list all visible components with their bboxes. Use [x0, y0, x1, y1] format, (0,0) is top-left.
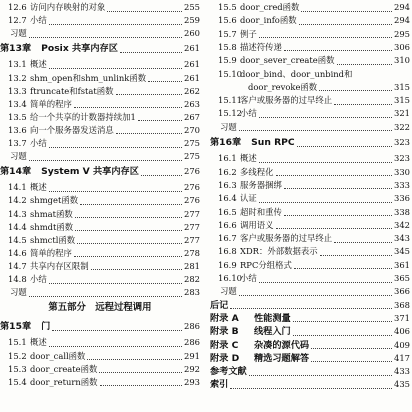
entry-page-number: 277 — [184, 221, 200, 232]
entry-number: 13.5 — [8, 111, 27, 122]
toc-section-entry[interactable] — [0, 72, 200, 84]
dot-leader — [284, 180, 392, 189]
toc-section-entry[interactable] — [0, 350, 200, 362]
toc-chapter-entry[interactable] — [210, 136, 410, 148]
entry-page-number: 295 — [394, 28, 410, 39]
entry-title: ftruncate和fstat函数 — [30, 85, 114, 96]
entry-number: 15.12 — [218, 108, 242, 119]
entry-number: 15.8 — [218, 41, 237, 52]
entry-page-number: 321 — [394, 108, 410, 119]
toc-section-entry[interactable] — [210, 166, 410, 178]
dot-leader — [120, 44, 182, 53]
toc-section-entry[interactable] — [0, 234, 200, 246]
dot-leader — [334, 96, 392, 105]
dot-leader — [301, 3, 392, 12]
entry-title: System V 共享内存区 — [41, 166, 139, 178]
dot-leader — [99, 364, 182, 373]
entry-number: 13.3 — [8, 85, 27, 96]
entry-number: 12.6 — [8, 2, 27, 12]
entry-page-number: 315 — [394, 95, 410, 106]
dot-leader — [259, 194, 392, 203]
entry-page-number: 267 — [184, 111, 200, 122]
dot-leader — [230, 300, 392, 309]
entry-number: 16.1 — [218, 153, 237, 164]
dot-leader — [297, 138, 392, 147]
entry-title: XDR：外部数据表示 — [240, 246, 318, 257]
entry-number: 15.2 — [8, 350, 27, 361]
entry-title: 客户或服务器的过早终止 — [240, 233, 333, 244]
entry-title: 参考文献 — [210, 366, 247, 378]
entry-title: door_cred函数 — [240, 2, 300, 12]
toc-section-entry[interactable] — [0, 85, 200, 97]
dot-leader — [299, 16, 392, 25]
toc-section-entry[interactable] — [0, 260, 200, 272]
entry-number: 14.4 — [8, 221, 27, 232]
entry-page-number: 276 — [184, 195, 200, 206]
entry-title: 小结 — [30, 274, 47, 284]
entry-page-number: 281 — [184, 260, 200, 271]
toc-exercises-entry[interactable] — [0, 286, 200, 298]
entry-page-number: 283 — [184, 287, 200, 298]
dot-leader — [311, 353, 392, 362]
entry-number: 15.6 — [218, 15, 237, 26]
dot-leader — [74, 248, 182, 257]
entry-page-number: 276 — [184, 182, 200, 193]
dot-leader — [294, 260, 392, 269]
entry-title: 概述 — [30, 59, 47, 70]
toc-appendix-entry[interactable] — [210, 325, 410, 337]
dot-leader — [319, 82, 392, 91]
entry-number: 第14章 — [0, 166, 32, 178]
entry-page-number: 322 — [394, 121, 410, 132]
part-heading: 第五部分 远程过程调用 — [48, 302, 152, 314]
entry-number: 附录 D — [210, 352, 240, 364]
entry-page-number: 333 — [394, 179, 410, 190]
dot-leader — [259, 154, 392, 163]
entry-page-number: 277 — [184, 234, 200, 245]
entry-number: 第15章 — [0, 321, 32, 333]
entry-page-number: 343 — [394, 233, 410, 244]
toc-section-entry[interactable] — [210, 54, 410, 66]
dot-leader — [239, 122, 392, 131]
dot-leader — [259, 109, 392, 118]
toc-section-entry[interactable] — [0, 111, 200, 123]
entry-page-number: 342 — [394, 219, 410, 230]
entry-page-number: 365 — [394, 273, 410, 283]
entry-number: 14.7 — [8, 260, 27, 271]
entry-page-number: 275 — [184, 151, 200, 162]
toc-section-entry[interactable] — [0, 221, 200, 233]
entry-title: 多线程化 — [240, 166, 274, 177]
entry-title: 后记 — [210, 299, 229, 311]
entry-title: shm_open和shm_unlink函数 — [30, 72, 147, 83]
toc-section-entry[interactable] — [0, 124, 200, 136]
entry-page-number: 368 — [394, 299, 410, 310]
entry-page-number: 275 — [184, 138, 200, 148]
dot-leader — [49, 16, 182, 25]
entry-number: 13.1 — [8, 59, 27, 70]
dot-leader — [100, 377, 182, 386]
dot-leader — [148, 73, 182, 82]
entry-number: 15.1 — [8, 337, 27, 348]
dot-leader — [320, 247, 392, 256]
entry-title: 客户或服务器的过早终止 — [240, 95, 333, 106]
dot-leader — [75, 209, 182, 218]
toc-section-entry[interactable] — [0, 137, 200, 149]
entry-title: 概述 — [240, 153, 257, 164]
toc-section-entry[interactable] — [0, 98, 200, 110]
entry-page-number: 371 — [394, 312, 410, 323]
toc-backmatter-entry[interactable] — [210, 365, 410, 377]
toc-exercises-entry[interactable] — [210, 285, 410, 297]
dot-leader — [311, 340, 392, 349]
dot-leader — [138, 112, 182, 121]
entry-page-number: 345 — [394, 246, 410, 257]
entry-title: 概述 — [30, 337, 47, 348]
entry-number: 附录 A — [210, 312, 239, 324]
entry-title: shmdt函数 — [30, 221, 74, 232]
toc-appendix-entry[interactable] — [210, 339, 410, 351]
entry-title: 性能测量 — [254, 312, 291, 324]
dot-leader — [284, 207, 392, 216]
entry-title: shmctl函数 — [30, 234, 76, 245]
entry-title: 习题 — [10, 28, 27, 39]
entry-title: 调用语义 — [240, 219, 274, 230]
dot-leader — [107, 3, 182, 12]
dot-leader — [29, 29, 182, 38]
entry-number: 16.3 — [218, 179, 237, 190]
entry-number: 16.10 — [218, 273, 242, 283]
entry-title: shmget函数 — [30, 195, 79, 206]
dot-leader — [75, 222, 182, 231]
entry-number: 14.8 — [8, 274, 27, 284]
toc-section-entry[interactable] — [210, 94, 410, 106]
entry-number: 14.5 — [8, 234, 27, 245]
toc-exercises-entry[interactable] — [210, 121, 410, 133]
entry-page-number: 336 — [394, 193, 410, 204]
entry-page-number: 255 — [184, 2, 200, 12]
dot-leader — [49, 275, 182, 284]
entry-number: 15.11 — [218, 95, 242, 106]
entry-page-number: 310 — [394, 55, 410, 66]
entry-page-number: 277 — [184, 208, 200, 219]
entry-page-number: 366 — [394, 286, 410, 297]
entry-page-number: 276 — [184, 166, 200, 177]
entry-title: 门 — [41, 321, 51, 333]
entry-title: 小结 — [30, 15, 47, 26]
entry-number: 15.5 — [218, 2, 237, 12]
entry-title: 访问内存映射的对象 — [30, 2, 106, 12]
toc-section-entry[interactable] — [210, 179, 410, 191]
dot-leader — [259, 274, 392, 283]
dot-leader — [52, 322, 182, 331]
entry-number: 16.7 — [218, 233, 237, 244]
toc-section-entry[interactable] — [0, 14, 200, 26]
entry-title: 杂凑的源代码 — [254, 339, 310, 351]
entry-title: 给一个共享的计数器持续加1 — [30, 111, 136, 122]
entry-title: 习题 — [220, 121, 237, 132]
entry-number: 附录 B — [210, 326, 239, 338]
entry-page-number: 263 — [184, 98, 200, 109]
dot-leader — [49, 183, 182, 192]
entry-number: 15.9 — [218, 55, 237, 66]
toc-section-entry[interactable] — [210, 152, 410, 164]
entry-number: 16.6 — [218, 219, 237, 230]
toc-backmatter-entry[interactable] — [210, 378, 410, 390]
dot-leader — [259, 29, 392, 38]
dot-leader — [80, 196, 182, 205]
entry-page-number: 278 — [184, 247, 200, 258]
entry-page-number: 294 — [394, 2, 410, 12]
entry-page-number: 338 — [394, 206, 410, 217]
entry-title: 习题 — [10, 287, 27, 298]
toc-section-entry[interactable] — [0, 336, 200, 348]
entry-page-number: 286 — [184, 337, 200, 348]
entry-title: 服务器捆绑 — [240, 179, 282, 190]
entry-title: 超时和重传 — [240, 206, 282, 217]
dot-leader — [276, 167, 393, 176]
entry-number: 第13章 — [0, 43, 32, 55]
entry-number: 附录 C — [210, 339, 239, 351]
entry-page-number: 433 — [394, 366, 410, 377]
entry-title: Sun RPC — [251, 137, 295, 148]
entry-number: 13.4 — [8, 98, 27, 109]
dot-leader — [116, 86, 182, 95]
toc-section-entry[interactable] — [0, 181, 200, 193]
entry-page-number: 417 — [394, 352, 410, 363]
entry-number: 14.3 — [8, 208, 27, 219]
toc-appendix-entry[interactable] — [210, 312, 410, 324]
toc-section-entry[interactable] — [210, 14, 410, 26]
toc-section-entry[interactable] — [210, 206, 410, 218]
dot-leader — [230, 380, 392, 389]
entry-number: 16.9 — [218, 259, 237, 270]
toc-section-entry[interactable] — [0, 247, 200, 259]
entry-title: 习题 — [10, 151, 27, 162]
dot-leader — [49, 139, 182, 148]
dot-leader — [141, 167, 182, 176]
entry-number: 16.5 — [218, 206, 237, 217]
dot-leader — [74, 99, 182, 108]
dot-leader — [337, 56, 393, 65]
toc-exercises-entry[interactable] — [0, 150, 200, 162]
entry-page-number: 435 — [394, 379, 410, 390]
toc-section-entry[interactable] — [210, 107, 410, 119]
dot-leader — [77, 235, 182, 244]
entry-page-number: 294 — [394, 15, 410, 26]
entry-title: 小结 — [240, 108, 257, 119]
entry-page-number: 270 — [184, 124, 200, 135]
entry-page-number: 315 — [394, 81, 410, 92]
toc-section-entry[interactable] — [210, 232, 410, 244]
dot-leader — [49, 60, 182, 69]
entry-title: 向一个服务器发送消息 — [30, 124, 114, 135]
entry-page-number: 291 — [184, 350, 200, 361]
entry-number: 15.3 — [8, 363, 27, 374]
toc-section-entry[interactable] — [210, 259, 410, 271]
entry-title: 概述 — [30, 182, 47, 193]
entry-number: 13.2 — [8, 72, 27, 83]
entry-number: 16.8 — [218, 246, 237, 257]
entry-title: door_revoke函数 — [248, 81, 318, 92]
dot-leader — [29, 152, 182, 161]
toc-chapter-entry[interactable] — [0, 42, 200, 54]
entry-title: 简单的程序 — [30, 98, 72, 109]
entry-number: 13.7 — [8, 138, 27, 148]
dot-leader — [276, 220, 393, 229]
dot-leader — [293, 327, 392, 336]
entry-title: 精选习题解答 — [254, 352, 310, 364]
dot-leader — [239, 287, 392, 296]
entry-page-number: 262 — [184, 85, 200, 96]
entry-title: 共享内存区限制 — [30, 260, 89, 271]
toc-section-entry[interactable] — [0, 58, 200, 70]
entry-page-number: 409 — [394, 339, 410, 350]
entry-number: 16.2 — [218, 166, 237, 177]
entry-page-number: 406 — [394, 326, 410, 337]
entry-number: 14.6 — [8, 247, 27, 258]
toc-section-entry[interactable] — [210, 219, 410, 231]
dot-leader — [91, 261, 182, 270]
entry-page-number: 261 — [184, 59, 200, 70]
dot-leader — [249, 367, 392, 376]
toc-section-entry[interactable] — [210, 272, 410, 284]
entry-title: 小结 — [240, 273, 257, 283]
entry-page-number: 323 — [394, 153, 410, 164]
entry-number: 12.7 — [8, 15, 27, 26]
toc-section-entry[interactable] — [0, 194, 200, 206]
entry-number: 14.1 — [8, 182, 27, 193]
toc-section-entry[interactable] — [210, 1, 410, 13]
entry-page-number: 293 — [184, 376, 200, 387]
dot-leader — [116, 125, 182, 134]
entry-page-number: 361 — [394, 259, 410, 270]
toc-section-entry[interactable] — [0, 376, 200, 388]
entry-number: 第16章 — [210, 137, 242, 148]
entry-page-number: 261 — [184, 43, 200, 54]
entry-title: 描述符传递 — [240, 41, 282, 52]
entry-page-number: 282 — [184, 274, 200, 284]
dot-leader — [87, 351, 182, 360]
toc-section-entry[interactable] — [210, 41, 410, 53]
entry-number: 15.7 — [218, 28, 237, 39]
toc-exercises-entry[interactable] — [0, 27, 200, 39]
entry-number: 13.6 — [8, 124, 27, 135]
entry-title: 例子 — [240, 28, 257, 39]
toc-section-entry[interactable] — [0, 208, 200, 220]
entry-title: door_sever_create函数 — [240, 55, 335, 66]
entry-page-number: 286 — [184, 321, 200, 332]
entry-title: Posix 共享内存区 — [41, 43, 118, 55]
dot-leader — [334, 234, 392, 243]
toc-section-entry[interactable] — [0, 363, 200, 375]
toc-backmatter-entry[interactable] — [210, 299, 410, 311]
dot-leader — [29, 288, 182, 297]
entry-page-number: 330 — [394, 166, 410, 177]
toc-section-continuation[interactable] — [210, 81, 410, 93]
toc-section-entry[interactable] — [210, 245, 410, 257]
toc-section-entry[interactable] — [210, 192, 410, 204]
entry-number: 15.4 — [8, 376, 27, 387]
entry-title: 习题 — [220, 286, 237, 297]
entry-page-number: 260 — [184, 28, 200, 39]
entry-title: door_bind、door_unbind和 — [240, 68, 353, 79]
entry-page-number: 259 — [184, 15, 200, 26]
toc-section-entry[interactable] — [210, 68, 410, 80]
entry-page-number: 261 — [184, 72, 200, 83]
toc-section-entry[interactable] — [0, 273, 200, 285]
entry-number: 16.4 — [218, 193, 237, 204]
entry-title: door_create函数 — [30, 363, 98, 374]
dot-leader — [293, 313, 392, 322]
toc-chapter-entry[interactable] — [0, 320, 200, 332]
entry-number: 15.10 — [218, 68, 242, 79]
entry-title: door_info函数 — [240, 15, 297, 26]
entry-title: 索引 — [210, 379, 229, 391]
dot-leader — [284, 42, 392, 51]
entry-number: 14.2 — [8, 195, 27, 206]
entry-title: RPC分组格式 — [240, 259, 292, 270]
entry-title: door_return函数 — [30, 376, 98, 387]
toc-chapter-entry[interactable] — [0, 165, 200, 177]
toc-appendix-entry[interactable] — [210, 352, 410, 364]
entry-title: shmat函数 — [30, 208, 73, 219]
entry-title: 简单的程序 — [30, 247, 72, 258]
entry-page-number: 292 — [184, 363, 200, 374]
toc-section-entry[interactable] — [210, 28, 410, 40]
entry-title: 线程入门 — [254, 326, 291, 338]
entry-title: door_call函数 — [30, 350, 86, 361]
entry-title: 小结 — [30, 138, 47, 148]
toc-section-entry[interactable] — [0, 1, 200, 13]
dot-leader — [49, 338, 182, 347]
entry-page-number: 306 — [394, 41, 410, 52]
entry-title: 认证 — [240, 193, 257, 204]
entry-page-number: 323 — [394, 137, 410, 147]
